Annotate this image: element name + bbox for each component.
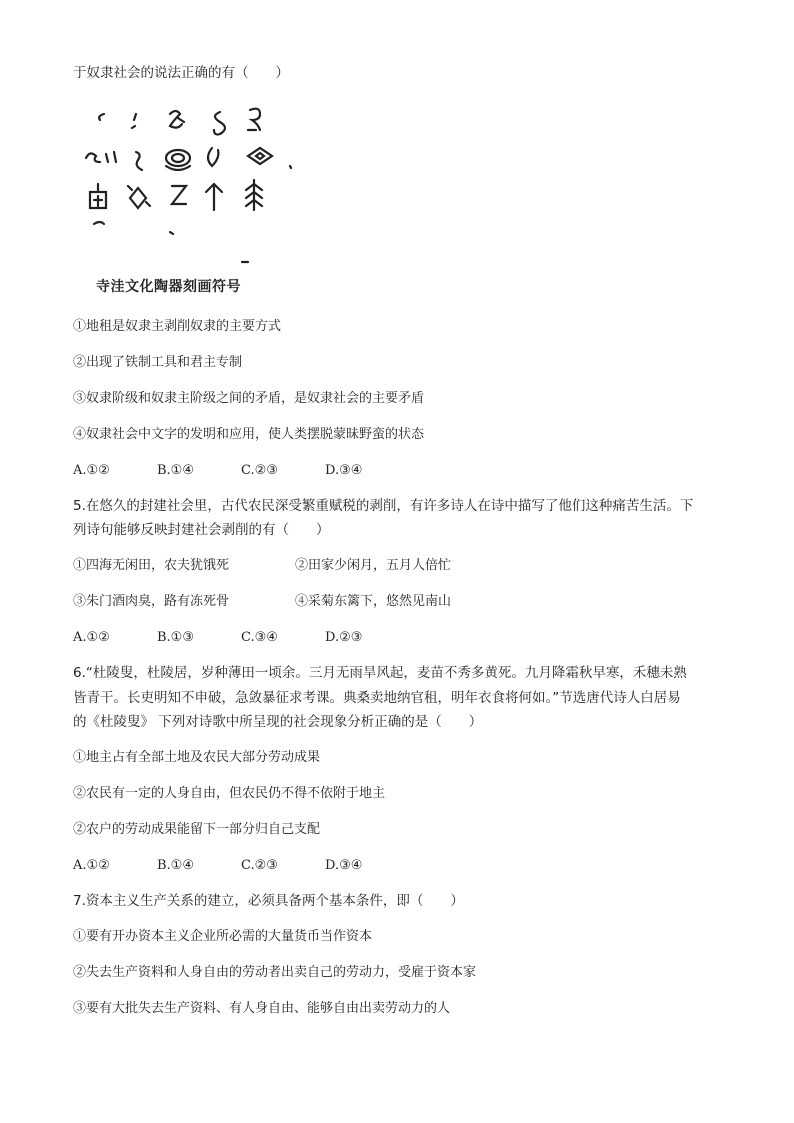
symbol-r1-4 — [214, 112, 225, 135]
symbol-r3-1 — [90, 184, 106, 208]
q5-statements-row-2 — [73, 593, 451, 611]
q6-stem-line-2: 皆青干。长吏明知不申破，急敛暴征求考课。典桑卖地纳官租，明年衣食将何如。”节选唐代诗人白居易 — [73, 690, 681, 706]
q6-options — [73, 857, 409, 875]
q6-stem-line-3: 的《杜陵叟》 下列对诗歌中所呈现的社会现象分析正确的是（ ） — [73, 714, 483, 730]
q4-option-d[interactable]: D.③④ — [325, 463, 363, 478]
q4-options — [73, 462, 409, 480]
q4-statement-4: ④奴隶社会中文字的发明和应用，使人类摆脱蒙昧野蛮的状态 — [73, 427, 425, 442]
symbol-r3-5 — [246, 180, 262, 210]
symbol-r1-3 — [170, 111, 184, 128]
q4-option-c[interactable]: C.②③ — [241, 463, 278, 478]
q6-statement-1: ①地主占有全部土地及农民大部分劳动成果 — [73, 750, 321, 765]
q5-statement-1: ①四海无闲田，农夫犹饿死 — [73, 558, 230, 573]
q6-option-b[interactable]: B.①④ — [157, 858, 194, 873]
q5-statement-3: ③朱门酒肉臭，路有冻死骨 — [73, 594, 230, 609]
symbol-r2-1 — [86, 152, 116, 162]
q5-statements-row-1 — [73, 557, 451, 575]
q6-statement-3: ②农户的劳动成果能留下一部分归自己支配 — [73, 822, 321, 837]
q4-statement-3: ③奴隶阶级和奴隶主阶级之间的矛盾，是奴隶社会的主要矛盾 — [73, 391, 425, 406]
q4-option-a[interactable]: A.①② — [73, 463, 110, 478]
q6-option-c[interactable]: C.②③ — [241, 858, 278, 873]
q4-option-b[interactable]: B.①④ — [157, 463, 194, 478]
q7-statement-3: ③要有大批失去生产资料、有人身自由、能够自由出卖劳动力的人 — [73, 1001, 451, 1016]
q6-option-a[interactable]: A.①② — [73, 858, 110, 873]
q5-options — [73, 629, 409, 647]
q7-stem: 7.资本主义生产关系的建立，必须具备两个基本条件，即（ ） — [73, 893, 464, 909]
figure-caption: 寺洼文化陶器刻画符号 — [96, 279, 241, 295]
q5-option-d[interactable]: D.②③ — [325, 630, 363, 645]
symbol-r4-1 — [94, 222, 104, 224]
q5-option-a[interactable]: A.①② — [73, 630, 110, 645]
pottery-symbols-figure — [80, 100, 310, 280]
q5-stem-line-2: 列诗句能够反映封建社会剥削的有（ ） — [73, 522, 330, 538]
q4-statement-1: ①地租是奴隶主剥削奴隶的主要方式 — [73, 319, 282, 334]
q5-option-b[interactable]: B.①③ — [157, 630, 194, 645]
q5-stem-line-1: 5.在悠久的封建社会里，古代农民深受繁重赋税的剥削，有许多诗人在诗中描写了他们这种痛苦生活。下 — [73, 498, 694, 514]
q7-statement-1: ①要有开办资本主义企业所必需的大量货币当作资本 — [73, 929, 373, 944]
q7-statement-2: ②失去生产资料和人身自由的劳动者出卖自己的劳动力，受雇于资本家 — [73, 965, 477, 980]
symbol-r1-5 — [248, 109, 260, 130]
q6-option-d[interactable]: D.③④ — [325, 858, 363, 873]
symbol-r2-2 — [136, 152, 142, 170]
q6-statement-2: ②农民有一定的人身自由，但农民仍不得不依附于地主 — [73, 786, 386, 801]
q5-statement-2: ②田家少闲月，五月人倍忙 — [295, 558, 452, 573]
symbol-r1-2 — [132, 114, 136, 128]
symbol-r3-3 — [172, 186, 186, 204]
q6-stem-line-1: 6.“杜陵叟，杜陵居，岁种薄田一顷余。三月无雨旱风起，麦苗不秀多黄死。九月降霜秋早寒，禾穗未熟 — [73, 665, 687, 681]
q5-option-c[interactable]: C.③④ — [241, 630, 278, 645]
symbol-r2-3 — [166, 150, 190, 166]
q5-statement-4: ④采菊东篱下，悠然见南山 — [295, 594, 452, 609]
symbol-r3-2 — [128, 186, 150, 208]
symbol-r1-1 — [99, 114, 104, 120]
symbol-r2-4 — [208, 148, 218, 166]
q4-statement-2: ②出现了铁制工具和君主专制 — [73, 355, 243, 370]
q4-stem-tail: 于奴隶社会的说法正确的有（ ） — [73, 65, 289, 81]
symbol-r2-5 — [248, 148, 272, 164]
symbol-r3-4 — [206, 184, 222, 210]
